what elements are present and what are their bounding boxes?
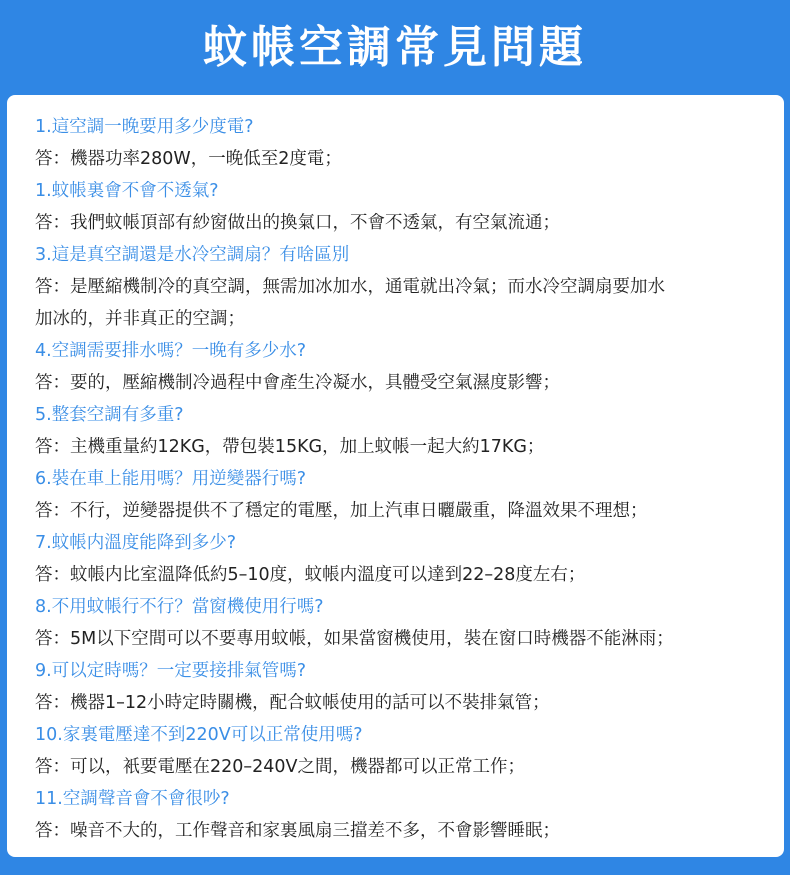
faq-question: 4.空調需要排水嗎？一晚有多少水? xyxy=(35,341,306,361)
faq-question: 7.蚊帳内溫度能降到多少? xyxy=(35,533,236,553)
faq-question: 11.空調聲音會不會很吵? xyxy=(35,789,230,809)
faq-answer: 答：不行，逆變器提供不了穩定的電壓，加上汽車日曬嚴重，降溫效果不理想； xyxy=(35,501,648,521)
faq-card xyxy=(7,95,784,857)
faq-answer: 答：要的，壓縮機制冷過程中會產生冷凝水，具體受空氣濕度影響； xyxy=(35,373,560,393)
faq-answer: 答：機器1–12小時定時關機，配合蚊帳使用的話可以不裝排氣管； xyxy=(35,693,550,713)
faq-answer: 答：噪音不大的，工作聲音和家裏風扇三擋差不多，不會影響睡眠； xyxy=(35,821,560,841)
faq-answer: 答：可以，衹要電壓在220–240V之間，機器都可以正常工作； xyxy=(35,757,526,777)
faq-answer: 答：5M以下空間可以不要專用蚊帳，如果當窗機使用，裝在窗口時機器不能淋雨； xyxy=(35,629,674,649)
faq-answer: 加冰的，并非真正的空調； xyxy=(35,309,245,329)
faq-question: 9.可以定時嗎？一定要接排氣管嗎? xyxy=(35,661,306,681)
page-title: 蚊帳空調常見問題 xyxy=(203,21,587,73)
faq-question: 10.家裏電壓達不到220V可以正常使用嗎? xyxy=(35,725,363,745)
faq-list xyxy=(35,111,760,847)
faq-question: 1.蚊帳裏會不會不透氣? xyxy=(35,181,219,201)
header-banner xyxy=(0,0,790,95)
faq-answer: 答：機器功率280W，一晚低至2度電； xyxy=(35,149,342,169)
faq-question: 5.整套空調有多重? xyxy=(35,405,184,425)
faq-question: 3.這是真空調還是水冷空調扇？有啥區別 xyxy=(35,245,350,265)
faq-question: 6.裝在車上能用嗎？用逆變器行嗎? xyxy=(35,469,306,489)
faq-answer: 答：蚊帳内比室溫降低約5–10度，蚊帳内溫度可以達到22–28度左右； xyxy=(35,565,586,585)
faq-question: 8.不用蚊帳行不行？當窗機使用行嗎? xyxy=(35,597,324,617)
faq-answer: 答：是壓縮機制冷的真空調，無需加冰加水，通電就出冷氣；而水冷空調扇要加水 xyxy=(35,277,665,297)
faq-question: 1.這空調一晚要用多少度電? xyxy=(35,117,254,137)
faq-answer: 答：主機重量約12KG，帶包裝15KG，加上蚊帳一起大約17KG； xyxy=(35,437,545,457)
faq-answer: 答：我們蚊帳頂部有紗窗做出的換氣口，不會不透氣，有空氣流通； xyxy=(35,213,560,233)
